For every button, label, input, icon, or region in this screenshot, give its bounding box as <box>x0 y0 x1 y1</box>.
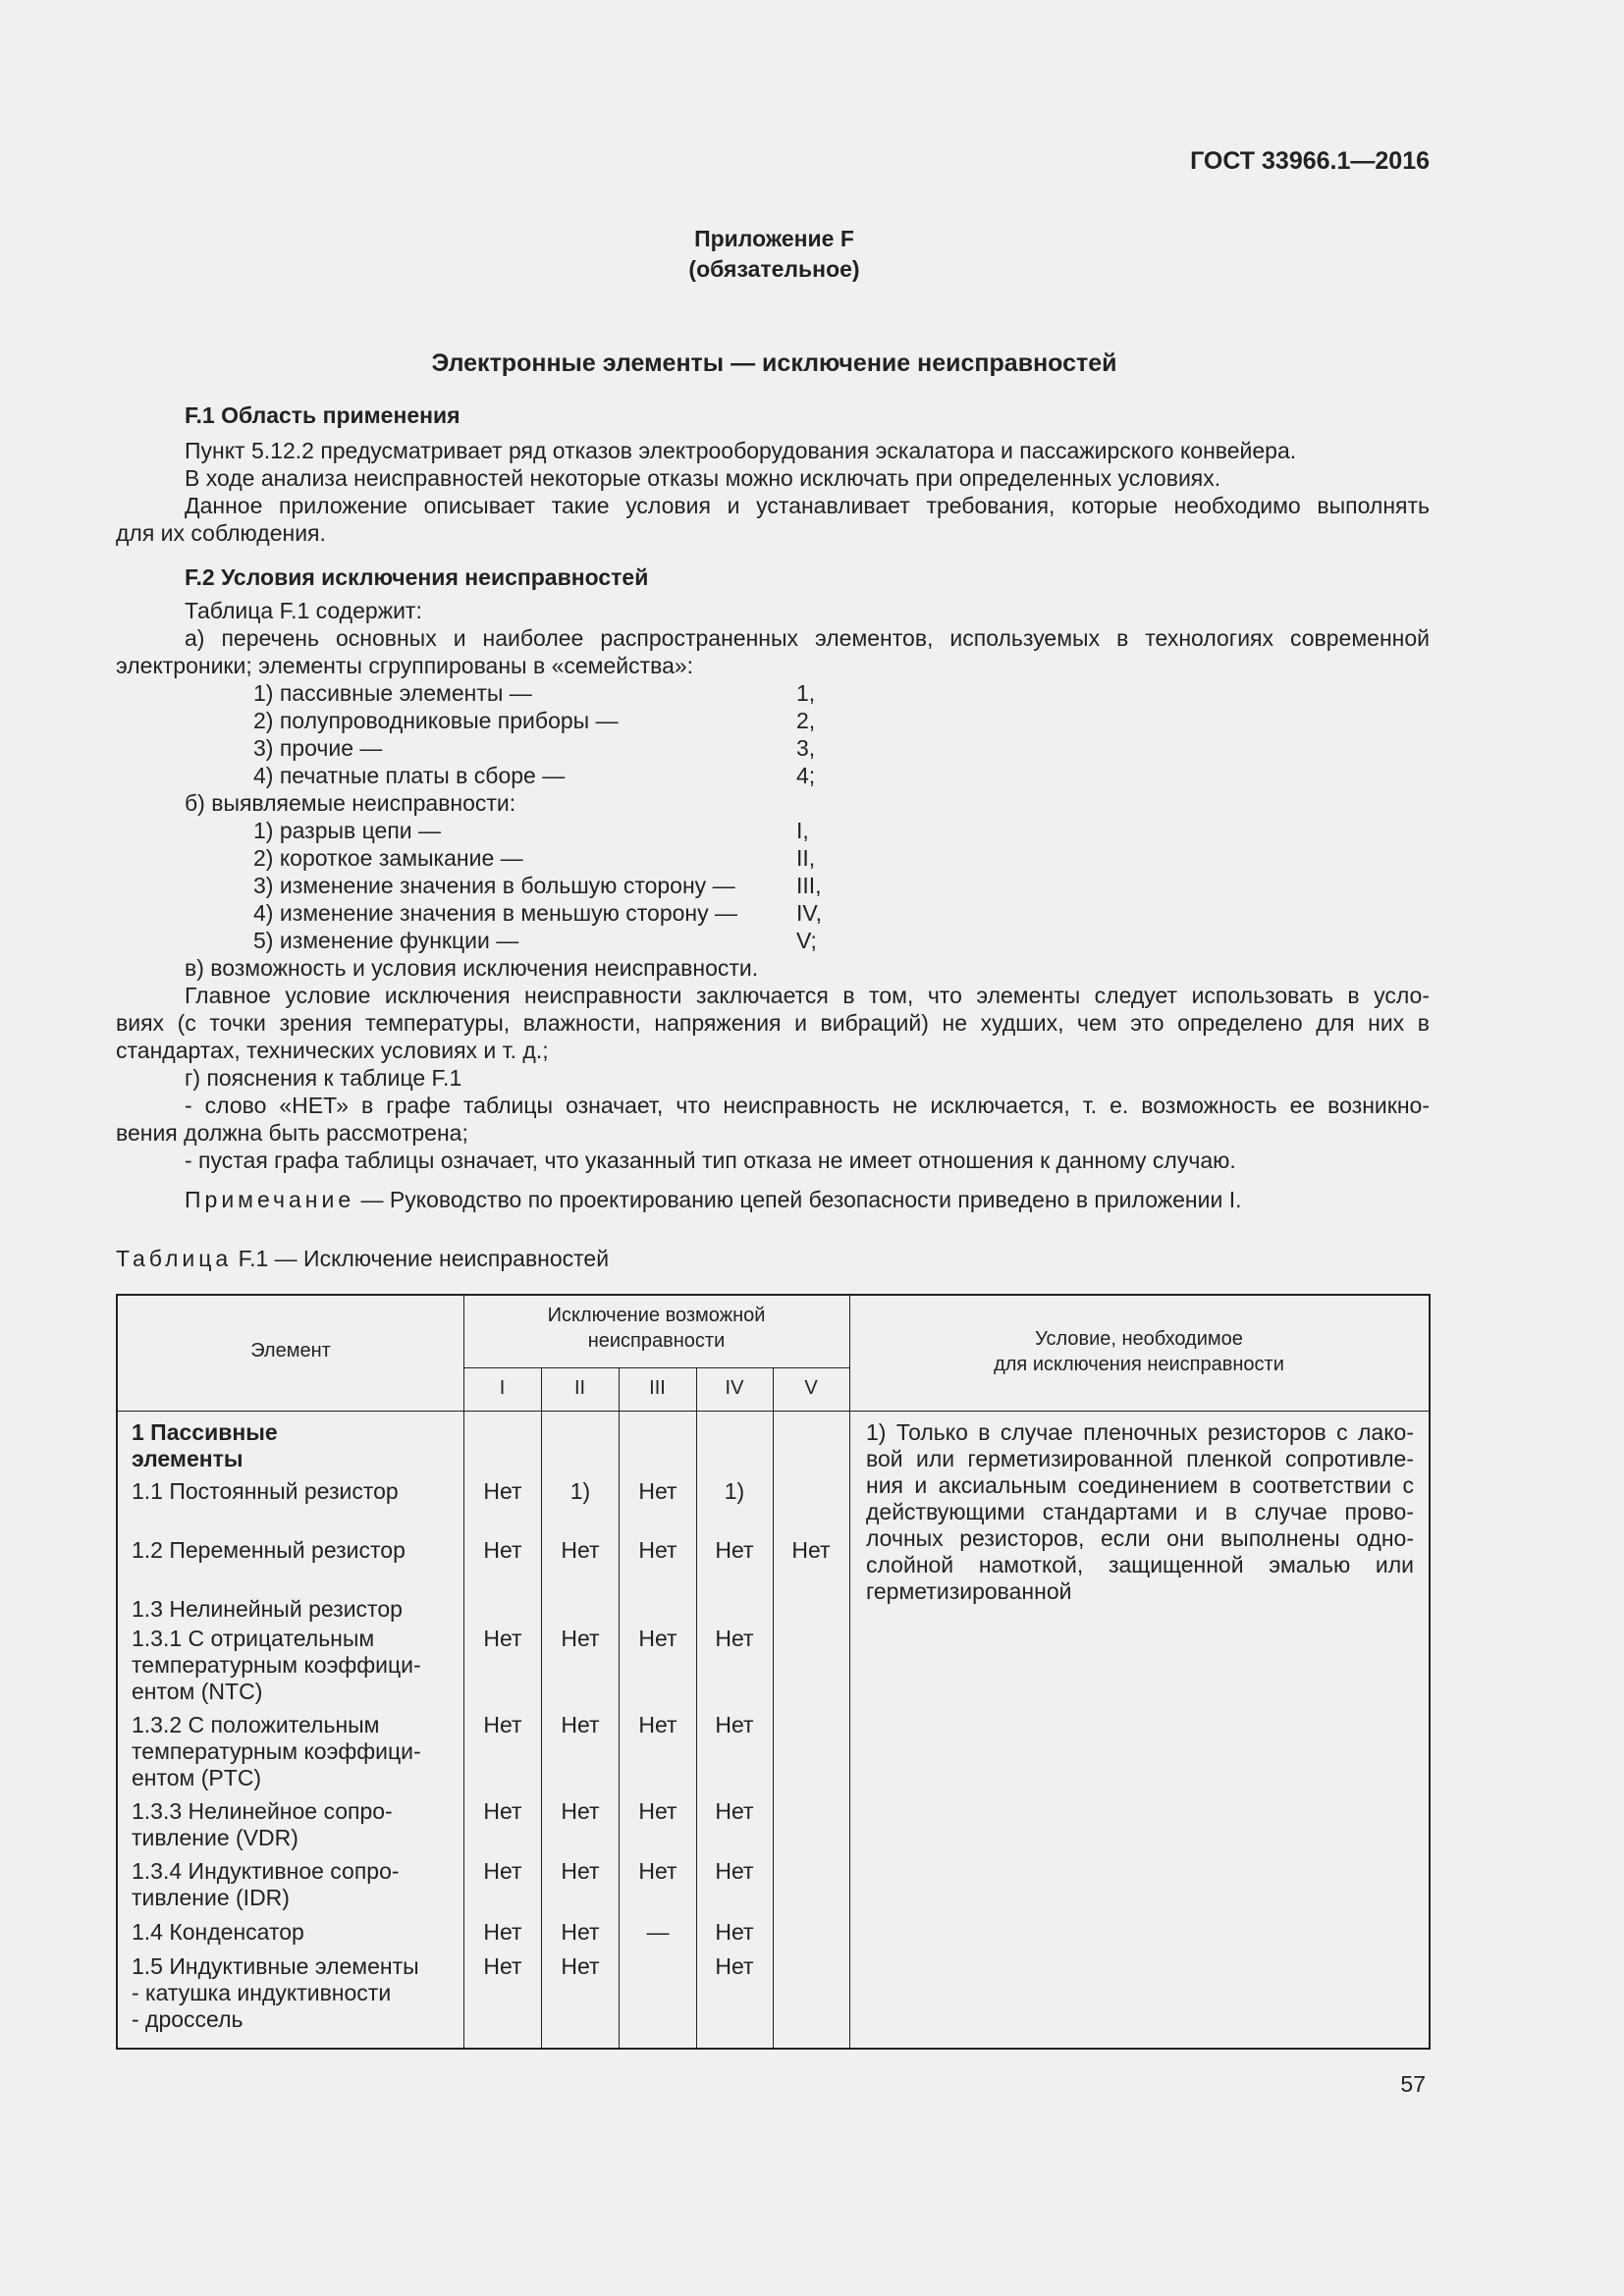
standard-number: ГОСТ 33966.1—2016 <box>1190 147 1430 175</box>
fault-column-header: V <box>804 1377 818 1399</box>
page-number: 57 <box>1400 2071 1426 2097</box>
table-divider <box>116 1411 1429 1412</box>
note-text: — Руководство по проектированию цепей безопасности приведено в приложении I. <box>354 1187 1242 1212</box>
fault-value: Нет <box>638 1626 677 1651</box>
condition-line: ния и аксиальным соединением в соответствии с <box>866 1472 1414 1498</box>
table-caption-text: F.1 — Исключение неисправностей <box>232 1246 610 1271</box>
fault-value: Нет <box>715 1953 754 1979</box>
f2-item-c: в) возможность и условия исключения неисправности. <box>185 955 759 981</box>
family-code: 1, <box>796 680 816 706</box>
fault-value: Нет <box>715 1858 754 1884</box>
group-heading: элементы <box>132 1446 244 1471</box>
table-caption-prefix: Таблица <box>116 1246 233 1271</box>
f1-paragraph-line: для их соблюдения. <box>116 520 326 546</box>
fault-value: Нет <box>561 1626 600 1651</box>
element-name: тивление (VDR) <box>132 1825 298 1850</box>
fault-value: Нет <box>561 1858 600 1884</box>
fault-value: Нет <box>483 1919 522 1945</box>
family-item: 4) печатные платы в сборе — <box>253 763 566 788</box>
note-prefix: Примечание <box>185 1187 355 1212</box>
table-divider <box>849 1294 850 2048</box>
condition-line: 1) Только в случае пленочных резисторов с лако- <box>866 1419 1414 1445</box>
fault-column-header: IV <box>725 1377 744 1399</box>
family-item: 1) пассивные элементы — <box>253 680 532 706</box>
fault-value: Нет <box>715 1798 754 1824</box>
main-condition-line: Главное условие исключения неисправности заключается в том, что элементы следует использовать в усло- <box>185 983 1430 1008</box>
fault-value: Нет <box>715 1712 754 1737</box>
fault-column-header: III <box>649 1377 666 1399</box>
f2-item-a-cont: электроники; элементы сгруппированы в «семейства»: <box>116 653 694 678</box>
fault-value: Нет <box>715 1537 754 1563</box>
fault-code: V; <box>796 928 817 953</box>
fault-value: 1) <box>724 1478 745 1504</box>
element-name: - дроссель <box>132 2006 244 2032</box>
column-header-exclusion: неисправности <box>587 1330 726 1352</box>
table-divider <box>696 1367 697 2048</box>
fault-value: Нет <box>561 1953 600 1979</box>
condition-line: слойной намоткой, защищенной эмалью или <box>866 1552 1414 1577</box>
fault-value: Нет <box>561 1798 600 1824</box>
element-name: тивление (IDR) <box>132 1885 290 1910</box>
fault-value: Нет <box>561 1537 600 1563</box>
family-code: 4; <box>796 763 816 788</box>
fault-code: I, <box>796 818 809 843</box>
f1-paragraph-line: В ходе анализа неисправностей некоторые отказы можно исключать при определенных условиях. <box>185 465 1221 491</box>
fault-value: Нет <box>715 1919 754 1945</box>
fault-value: Нет <box>638 1478 677 1504</box>
fault-item: 2) короткое замыкание — <box>253 845 523 871</box>
fault-value: Нет <box>638 1798 677 1824</box>
element-name: ентом (PTC) <box>132 1765 262 1790</box>
table-divider <box>619 1367 620 2048</box>
fault-value: Нет <box>715 1626 754 1651</box>
element-name: 1.5 Индуктивные элементы <box>132 1953 419 1979</box>
section-f1-heading: F.1 Область применения <box>185 402 460 428</box>
fault-value: — <box>646 1919 670 1945</box>
table-divider <box>541 1367 542 2048</box>
f2-item-d: г) пояснения к таблице F.1 <box>185 1065 462 1091</box>
fault-value: Нет <box>483 1537 522 1563</box>
table-divider <box>463 1367 849 1368</box>
element-name: 1.3.4 Индуктивное сопро- <box>132 1858 400 1884</box>
family-code: 3, <box>796 735 816 761</box>
element-name: 1.3.1 С отрицательным <box>132 1626 375 1651</box>
fault-value: Нет <box>791 1537 831 1563</box>
column-header-element: Элемент <box>250 1340 331 1362</box>
element-name: температурным коэффици- <box>132 1652 421 1678</box>
fault-code: IV, <box>796 900 823 926</box>
fault-value: Нет <box>483 1798 522 1824</box>
fault-value: Нет <box>483 1953 522 1979</box>
condition-line: вой или герметизированной пленкой сопротивле- <box>866 1446 1414 1471</box>
explanation-line: - пустая графа таблицы означает, что указанный тип отказа не имеет отношения к данному случаю. <box>185 1148 1236 1173</box>
fault-value: 1) <box>569 1478 591 1504</box>
family-item: 2) полупроводниковые приборы — <box>253 708 619 733</box>
fault-value: Нет <box>638 1858 677 1884</box>
f1-paragraph-line: Данное приложение описывает такие условия и устанавливает требования, которые необходимо выполнять <box>185 493 1430 518</box>
f1-paragraph-line: Пункт 5.12.2 предусматривает ряд отказов электрооборудования эскалатора и пассажирского конвейера. <box>185 438 1297 463</box>
element-name: - катушка индуктивности <box>132 1980 392 2005</box>
appendix-title: Приложение F <box>694 226 854 251</box>
appendix-status: (обязательное) <box>688 256 860 282</box>
column-header-condition: Условие, необходимое <box>1035 1328 1243 1350</box>
fault-value: Нет <box>483 1858 522 1884</box>
f2-item-b: б) выявляемые неисправности: <box>185 790 516 816</box>
element-name: 1.3.3 Нелинейное сопро- <box>132 1798 393 1824</box>
note <box>185 1186 1242 1213</box>
table-divider <box>773 1367 774 2048</box>
fault-value: Нет <box>483 1712 522 1737</box>
condition-line: действующими стандартами и в случае прово- <box>866 1499 1414 1524</box>
main-condition-line: стандартах, технических условиях и т. д.; <box>116 1038 549 1063</box>
f2-item-a: а) перечень основных и наиболее распространенных элементов, используемых в технологиях современной <box>185 625 1430 651</box>
condition-cell <box>866 1419 1414 1605</box>
explanation-line: - слово «НЕТ» в графе таблицы означает, что неисправность не исключается, т. е. возможность ее возникно- <box>185 1093 1430 1118</box>
column-header-exclusion: Исключение возможной <box>547 1305 766 1326</box>
family-code: 2, <box>796 708 816 733</box>
fault-value: Нет <box>638 1537 677 1563</box>
fault-value: Нет <box>561 1712 600 1737</box>
element-name: температурным коэффици- <box>132 1738 421 1764</box>
element-name: 1.2 Переменный резистор <box>132 1537 406 1563</box>
document-title: Электронные элементы — исключение неисправностей <box>431 349 1117 377</box>
fault-code: III, <box>796 873 822 898</box>
fault-item: 3) изменение значения в большую сторону — <box>253 873 735 898</box>
element-name: ентом (NTC) <box>132 1679 263 1704</box>
table-caption <box>116 1245 609 1272</box>
section-f2-heading: F.2 Условия исключения неисправностей <box>185 564 649 590</box>
family-item: 3) прочие — <box>253 735 383 761</box>
element-name: 1.1 Постоянный резистор <box>132 1478 399 1504</box>
condition-line: герметизированной <box>866 1578 1072 1604</box>
fault-item: 4) изменение значения в меньшую сторону — <box>253 900 737 926</box>
fault-code: II, <box>796 845 816 871</box>
column-header-condition: для исключения неисправности <box>994 1354 1284 1375</box>
condition-line: лочных резисторов, если они выполнены одно- <box>866 1525 1414 1551</box>
group-heading: 1 Пассивные <box>132 1419 278 1445</box>
element-name: 1.3 Нелинейный резистор <box>132 1596 403 1622</box>
fault-value: Нет <box>483 1626 522 1651</box>
fault-value: Нет <box>561 1919 600 1945</box>
explanation-line: вения должна быть рассмотрена; <box>116 1120 468 1146</box>
f2-intro: Таблица F.1 содержит: <box>185 598 422 623</box>
fault-column-header: II <box>573 1377 586 1399</box>
element-name: 1.3.2 С положительным <box>132 1712 380 1737</box>
fault-item: 5) изменение функции — <box>253 928 519 953</box>
fault-value: Нет <box>638 1712 677 1737</box>
fault-item: 1) разрыв цепи — <box>253 818 442 843</box>
element-name: 1.4 Конденсатор <box>132 1919 304 1945</box>
main-condition-line: виях (с точки зрения температуры, влажности, напряжения и вибраций) не худших, чем это определено для них в <box>116 1010 1430 1036</box>
fault-column-header: I <box>499 1377 506 1399</box>
fault-value: Нет <box>483 1478 522 1504</box>
